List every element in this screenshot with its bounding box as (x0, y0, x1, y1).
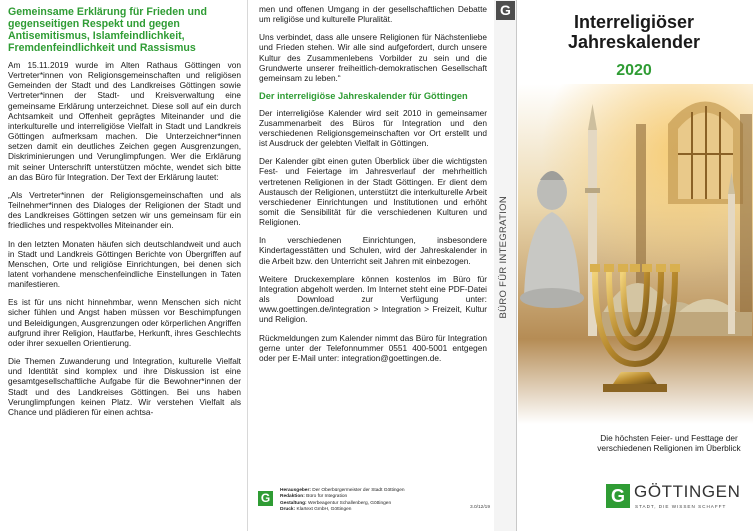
goettingen-logo-small-icon: G (258, 491, 273, 506)
imprint-line: Druck: Klartext GmbH, Göttingen (280, 507, 352, 513)
paragraph-4: Es ist für uns nicht hinnehmbar, wenn Menschen sich nicht sicher fühlen und Angst haben müssen vor Beschimpfungen und Beleidigungen, Ausgrenzungen oder körperlichen Angriffen aufgrund ihrer Religion, Hautfarbe, Herkunft, ihres Geschlechts oder ihrer sexuellen Orientierung. (8, 297, 241, 348)
cover-title: Interreligiöser Jahreskalender (567, 12, 701, 52)
print-code: 3.0/12/19 (469, 505, 490, 511)
side-strip (494, 0, 517, 531)
brand-slogan: STADT, DIE WISSEN SCHAFFT (635, 504, 727, 509)
left-panel (0, 0, 248, 531)
paragraph-unity: Uns verbindet, dass alle unsere Religionen für Nächstenliebe und Frieden stehen. Wir alle sind aufgefordert, durch unsere Kultur des Zusammenlebens Vorbilder zu sein und die Grundwerte unserer freiheitlich-demokratischen Gesellschaft gemeinsam zu leben.“ (259, 32, 487, 83)
paragraph-3: In den letzten Monaten häufen sich deutschlandweit und auch in Stadt und Landkreis Göttingen Berichte von Übergriffen auf Menschen, Orte und religiöse Einrichtungen, bei denen sich latent vorhandene menschenfeindliche Einstellungen in Taten manifestieren. (8, 238, 241, 290)
cover-year: 2020 (616, 62, 652, 79)
paragraph-5: Die Themen Zuwanderung und Integration, kulturelle Vielfalt und Identität sind komplex und ihre Diskussion ist eine gesamtgesellschaftliche Aufgabe für die Bewohner*innen der Stadt und des Landkreises Göttingen. Bei uns haben Verunglimpfungen keinen Platz. Wir verstehen Vielfalt als Chance und plädieren für einen achtsa- (8, 356, 241, 417)
goettingen-logo-icon: G (606, 484, 630, 508)
paragraph-continued: men und offenen Umgang in der gesellschaftlichen Debatte um religiöse und kulturelle Pluralität. (259, 4, 487, 25)
religions-collage-image (518, 84, 753, 424)
goettingen-logo-strip-icon: G (496, 1, 515, 20)
cover-panel (494, 0, 753, 531)
calendar-paragraph-2: Der Kalender gibt einen guten Überblick über die wichtigsten Fest- und Feiertage im Jahresverlauf der mehrheitlich vertretenen Religionen in der Stadt Göttingen. Er dient dem Austausch der Religionen, unterstützt die interkulturelle Arbeit verschiedener Einrichtungen und Institutionen und erhöht somit die Sensibilität für die verschiedenen Kulturen und Religionen. (259, 156, 487, 228)
strip-vertical-text: BÜRO FÜR INTEGRATION (498, 196, 509, 319)
paragraph-2: „Als Vertreter*innen der Religionsgemeinschaften und als Teilnehmer*innen des Dialoges der Religionen der Stadt und des Landkreises Göttingen setzen wir uns gemeinsam für ein friedliches und respektvolles Miteinander ein. (8, 189, 241, 231)
imprint-lines (280, 488, 490, 514)
middle-panel (249, 0, 493, 531)
calendar-paragraph-1: Der interreligiöse Kalender wird seit 2010 in gemeinsamer Zusammenarbeit des Büros für Integration und den verschiedenen Religionsgemeinschaften vor Ort erstellt und ist Ausdruck der gelebten Vielfalt in Göttingen. (259, 107, 487, 149)
brand-name: GÖTTINGEN (634, 482, 741, 501)
imprint-line: Redaktion: Büro für Integration (280, 494, 348, 500)
calendar-paragraph-3: In verschiedenen Einrichtungen, insbesondere Kindertagesstätten und Schulen, wird der Jahreskalender in die Arbeit bzw. den Unterricht seit Jahren mit einbezogen. (259, 235, 487, 266)
goettingen-brand (606, 480, 748, 520)
imprint-line: Gestaltung: Werbeagentur Schallenberg, Göttingen (280, 500, 392, 506)
paragraph-1: Am 15.11.2019 wurde im Alten Rathaus Göttingen von Vertreter*innen von Religionsgemeinschaften und religiösen Gemeinden der Stadt und des Landkreises Göttingen sowie Vertreter*innen der Stadt- und Kreisverwaltung eine gemeinsame Erklärung unterzeichnet. Diese soll auf ein durch Achtsamkeit und Offenheit geprägtes Miteinander und die interkulturelle und interreligiöse Vielfalt in Stadt und Landkreis Göttingen aufmerksam machen. Die Unterzeichner*innen setzen damit ein deutliches Zeichen gegen Ausgrenzungen, Diskriminierungen und Verunglimpfungen. Wer die Erklärung mit seiner Unterschrift unterstützen möchte, wendet sich bitte an das Büro für Integration. Der Text der Erklärung lautet: (8, 60, 241, 182)
calendar-paragraph-5: Rückmeldungen zum Kalender nimmt das Büro für Integration gerne unter der Telefonnummer 0551 400-5001 entgegen oder per E-Mail unter: integration@goettingen.de. (259, 332, 487, 363)
cover-tagline: Die höchsten Feier- und Festtage der verschiedenen Religionen im Überblick (597, 433, 741, 453)
declaration-headline: Gemeinsame Erklärung für Frieden und gegenseitigen Respekt und gegen Antisemitismus, Islamfeindlichkeit, Fremdenfeindlichkeit und Rassismus (8, 6, 207, 54)
imprint (258, 488, 490, 514)
calendar-subheading: Der interreligiöse Jahreskalender für Göttingen (259, 91, 468, 102)
imprint-line: Herausgeber: Der Oberbürgermeister der Stadt Göttingen (280, 488, 405, 493)
calendar-paragraph-4: Weitere Druckexemplare können kostenlos im Büro für Integration abgeholt werden. Im Internet steht eine PDF-Datei als Download zur Verfügung unter: www.goettingen.de/integration > Integration > Freizeit, Kultur und Religion. (259, 273, 487, 325)
